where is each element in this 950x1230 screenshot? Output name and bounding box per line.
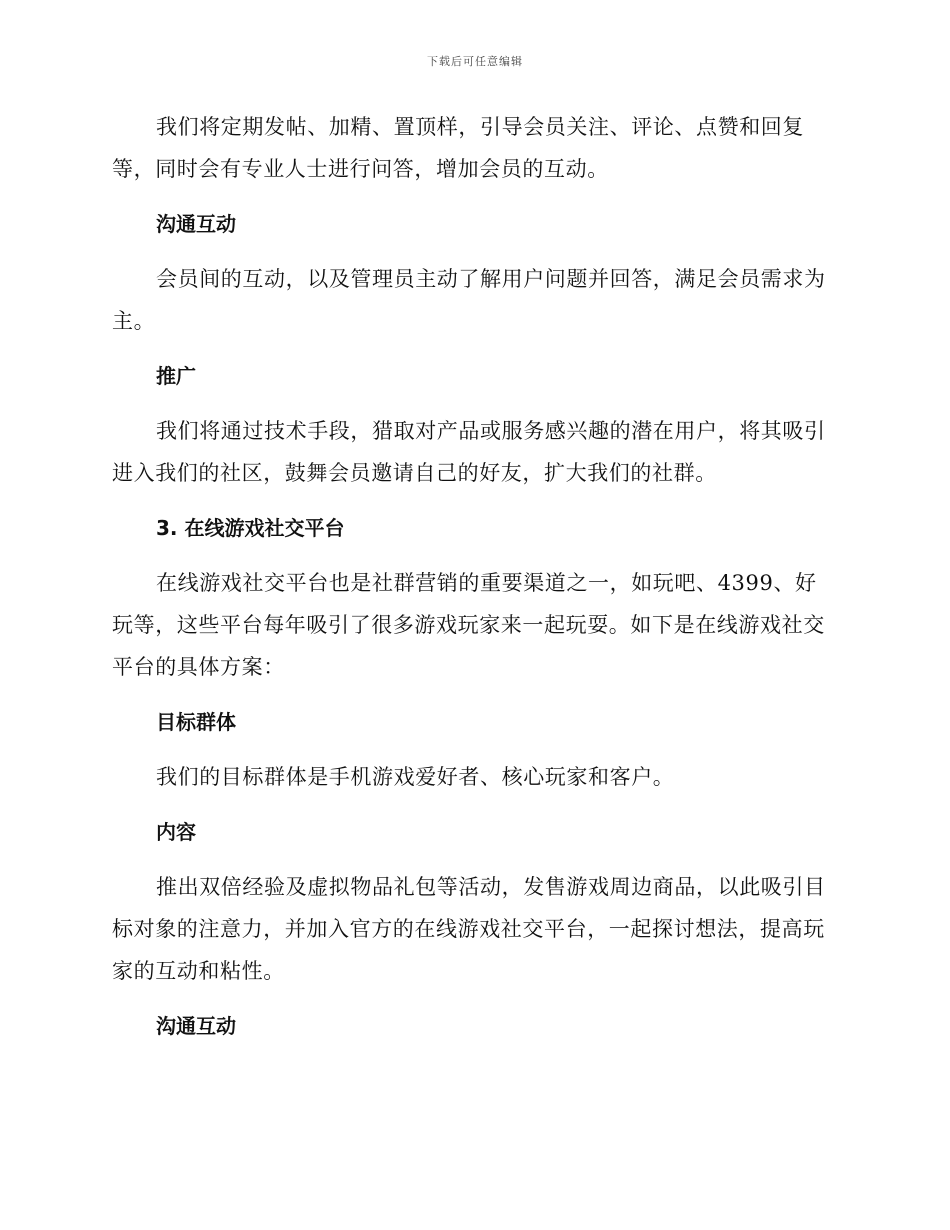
heading-promotion: 推广 <box>156 364 196 388</box>
document-body <box>112 106 832 1047</box>
page-header: 下载后可任意编辑 <box>427 55 523 68</box>
paragraph-content: 推出双倍经验及虚拟物品礼包等活动，发售游戏周边商品，以此吸引目标对象的注意力，并加入官方的在线游戏社交平台，一起探讨想法，提高玩家的互动和粘性。 <box>112 875 826 983</box>
heading-communication: 沟通互动 <box>156 212 236 236</box>
paragraph-member-interaction: 会员间的互动，以及管理员主动了解用户问题并回答，满足会员需求为主。 <box>112 267 826 333</box>
heading-online-game-platform: 3. 在线游戏社交平台 <box>156 516 345 540</box>
heading-content: 内容 <box>156 820 196 844</box>
paragraph-promotion: 我们将通过技术手段，猎取对产品或服务感兴趣的潜在用户，将其吸引进入我们的社区，鼓舞会员邀请自己的好友，扩大我们的社群。 <box>112 419 826 485</box>
paragraph-target-group: 我们的目标群体是手机游戏爱好者、核心玩家和客户。 <box>156 765 675 789</box>
heading-target-group: 目标群体 <box>156 710 236 734</box>
paragraph-posting-plan: 我们将定期发帖、加精、置顶样，引导会员关注、评论、点赞和回复等，同时会有专业人士进行问答，增加会员的互动。 <box>112 115 804 181</box>
heading-communication-2: 沟通互动 <box>156 1014 236 1038</box>
paragraph-online-game-platform: 在线游戏社交平台也是社群营销的重要渠道之一，如玩吧、4399、好玩等，这些平台每年吸引了很多游戏玩家来一起玩耍。如下是在线游戏社交平台的具体方案： <box>112 571 825 679</box>
